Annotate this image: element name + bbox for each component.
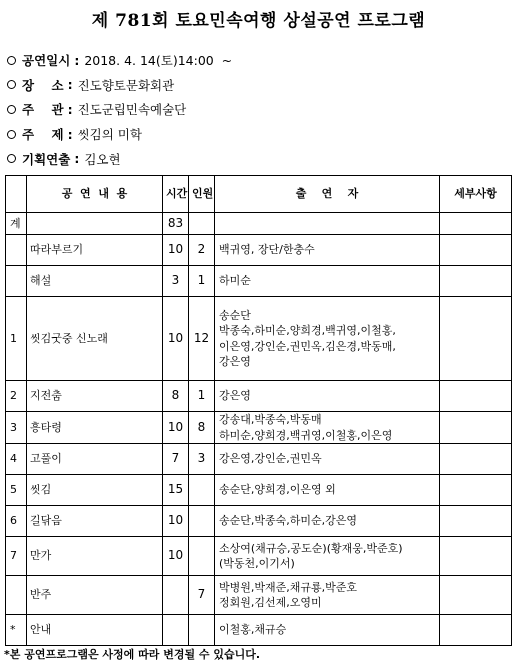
cell-performers: 송순단,양희경,이은영 외 bbox=[215, 475, 440, 506]
cell-no bbox=[6, 576, 27, 615]
colon-separator: : bbox=[67, 77, 73, 93]
table-row bbox=[6, 506, 512, 537]
info-label: 주 제 bbox=[22, 127, 64, 143]
cell-people: 12 bbox=[189, 297, 215, 381]
info-label: 주 관 bbox=[22, 102, 64, 118]
cell-details bbox=[440, 506, 512, 537]
cell-no: 3 bbox=[6, 412, 27, 444]
cell-content: 흥타령 bbox=[27, 412, 163, 444]
header-details: 세부사항 bbox=[440, 176, 512, 213]
cell-no: 5 bbox=[6, 475, 27, 506]
cell-time: 8 bbox=[163, 381, 189, 412]
cell-performers: 소상여(채규승,공도순)(황재웅,박준호) (박동천,이기서) bbox=[215, 537, 440, 576]
table-row bbox=[6, 235, 512, 266]
cell-time bbox=[163, 615, 189, 646]
circle-bullet-icon bbox=[7, 80, 16, 89]
circle-bullet-icon bbox=[7, 105, 16, 114]
cell-content: 고풀이 bbox=[27, 444, 163, 475]
info-label: 공연일시 bbox=[22, 53, 71, 69]
cell-time: 10 bbox=[163, 235, 189, 266]
info-row bbox=[4, 146, 509, 171]
cell-content: 따라부르기 bbox=[27, 235, 163, 266]
cell-no: 2 bbox=[6, 381, 27, 412]
cell-details bbox=[440, 235, 512, 266]
info-row bbox=[4, 122, 509, 147]
cell-details bbox=[440, 615, 512, 646]
cell-people: 1 bbox=[189, 381, 215, 412]
cell-details bbox=[440, 213, 512, 235]
cell-content: 씻김굿중 신노래 bbox=[27, 297, 163, 381]
footer-note: *본 공연프로그램은 사정에 따라 변경될 수 있습니다. bbox=[4, 648, 261, 661]
info-label: 장 소 bbox=[22, 77, 64, 93]
cell-no: 계 bbox=[6, 213, 27, 235]
cell-performers: 백귀영, 장단/한충수 bbox=[215, 235, 440, 266]
colon-separator: : bbox=[67, 126, 73, 142]
info-row bbox=[4, 73, 509, 98]
cell-no bbox=[6, 235, 27, 266]
cell-time: 10 bbox=[163, 297, 189, 381]
cell-details bbox=[440, 266, 512, 297]
cell-content: 해설 bbox=[27, 266, 163, 297]
cell-performers: 강은영 bbox=[215, 381, 440, 412]
table-row bbox=[6, 381, 512, 412]
colon-separator: : bbox=[67, 101, 73, 117]
cell-content: 안내 bbox=[27, 615, 163, 646]
cell-details bbox=[440, 381, 512, 412]
header-performers: 출 연 자 bbox=[215, 176, 440, 213]
cell-content: 만가 bbox=[27, 537, 163, 576]
cell-time bbox=[163, 576, 189, 615]
cell-details bbox=[440, 537, 512, 576]
table-row bbox=[6, 537, 512, 576]
cell-people: 8 bbox=[189, 412, 215, 444]
circle-bullet-icon bbox=[7, 154, 16, 163]
cell-no: 7 bbox=[6, 537, 27, 576]
info-value: 2018. 4. 14(토)14:00 ~ bbox=[84, 53, 233, 69]
table-row bbox=[6, 412, 512, 444]
cell-no: 1 bbox=[6, 297, 27, 381]
cell-details bbox=[440, 412, 512, 444]
header-time: 시간 bbox=[163, 176, 189, 213]
cell-performers: 송순단 박종숙,하미순,양희경,백귀영,이철홍, 이은영,강인순,권민옥,김은경,박동매, 강은영 bbox=[215, 297, 440, 381]
cell-no: 6 bbox=[6, 506, 27, 537]
table-row bbox=[6, 297, 512, 381]
table-row bbox=[6, 213, 512, 235]
info-value: 씻김의 미학 bbox=[77, 127, 142, 143]
cell-no bbox=[6, 266, 27, 297]
cell-details bbox=[440, 475, 512, 506]
cell-time: 10 bbox=[163, 537, 189, 576]
cell-performers: 이철홍,채규승 bbox=[215, 615, 440, 646]
cell-content: 길닦음 bbox=[27, 506, 163, 537]
circle-bullet-icon bbox=[7, 130, 16, 139]
cell-performers: 박병원,박재준,채규룡,박준호 정회원,김선제,오영미 bbox=[215, 576, 440, 615]
cell-people: 3 bbox=[189, 444, 215, 475]
info-value: 김오현 bbox=[84, 151, 121, 167]
cell-people: 2 bbox=[189, 235, 215, 266]
info-label: 기획연출 bbox=[22, 151, 71, 167]
colon-separator: : bbox=[74, 151, 80, 167]
table-row bbox=[6, 615, 512, 646]
cell-time: 15 bbox=[163, 475, 189, 506]
info-row bbox=[4, 48, 509, 73]
cell-content bbox=[27, 213, 163, 235]
cell-time: 3 bbox=[163, 266, 189, 297]
info-row bbox=[4, 97, 509, 122]
cell-no: 4 bbox=[6, 444, 27, 475]
cell-performers bbox=[215, 213, 440, 235]
cell-people bbox=[189, 537, 215, 576]
table-row bbox=[6, 444, 512, 475]
table-row bbox=[6, 576, 512, 615]
cell-details bbox=[440, 576, 512, 615]
cell-time: 10 bbox=[163, 506, 189, 537]
cell-details bbox=[440, 444, 512, 475]
cell-content: 반주 bbox=[27, 576, 163, 615]
cell-performers: 송순단,박종숙,하미순,강은영 bbox=[215, 506, 440, 537]
cell-no: * bbox=[6, 615, 27, 646]
cell-people bbox=[189, 506, 215, 537]
table-header-row bbox=[6, 176, 512, 213]
cell-time: 83 bbox=[163, 213, 189, 235]
table-row bbox=[6, 475, 512, 506]
cell-content: 지전춤 bbox=[27, 381, 163, 412]
program-table bbox=[5, 175, 512, 646]
page-title: 제 781회 토요민속여행 상설공연 프로그램 bbox=[91, 11, 426, 31]
cell-performers: 강송대,박종숙,박동매 하미순,양희경,백귀영,이철홍,이은영 bbox=[215, 412, 440, 444]
event-info bbox=[4, 48, 509, 171]
cell-time: 7 bbox=[163, 444, 189, 475]
table-row bbox=[6, 266, 512, 297]
cell-time: 10 bbox=[163, 412, 189, 444]
cell-performers: 하미순 bbox=[215, 266, 440, 297]
info-value: 진도군립민속예술단 bbox=[77, 102, 187, 118]
cell-people bbox=[189, 213, 215, 235]
colon-separator: : bbox=[74, 52, 80, 68]
cell-people: 1 bbox=[189, 266, 215, 297]
info-value: 진도향토문화회관 bbox=[77, 77, 175, 93]
header-no bbox=[6, 176, 27, 213]
cell-content: 씻김 bbox=[27, 475, 163, 506]
header-people: 인원 bbox=[189, 176, 215, 213]
cell-people bbox=[189, 615, 215, 646]
cell-people: 7 bbox=[189, 576, 215, 615]
cell-details bbox=[440, 297, 512, 381]
cell-performers: 강은영,강인순,권민옥 bbox=[215, 444, 440, 475]
cell-people bbox=[189, 475, 215, 506]
header-content: 공 연 내 용 bbox=[27, 176, 163, 213]
circle-bullet-icon bbox=[7, 56, 16, 65]
